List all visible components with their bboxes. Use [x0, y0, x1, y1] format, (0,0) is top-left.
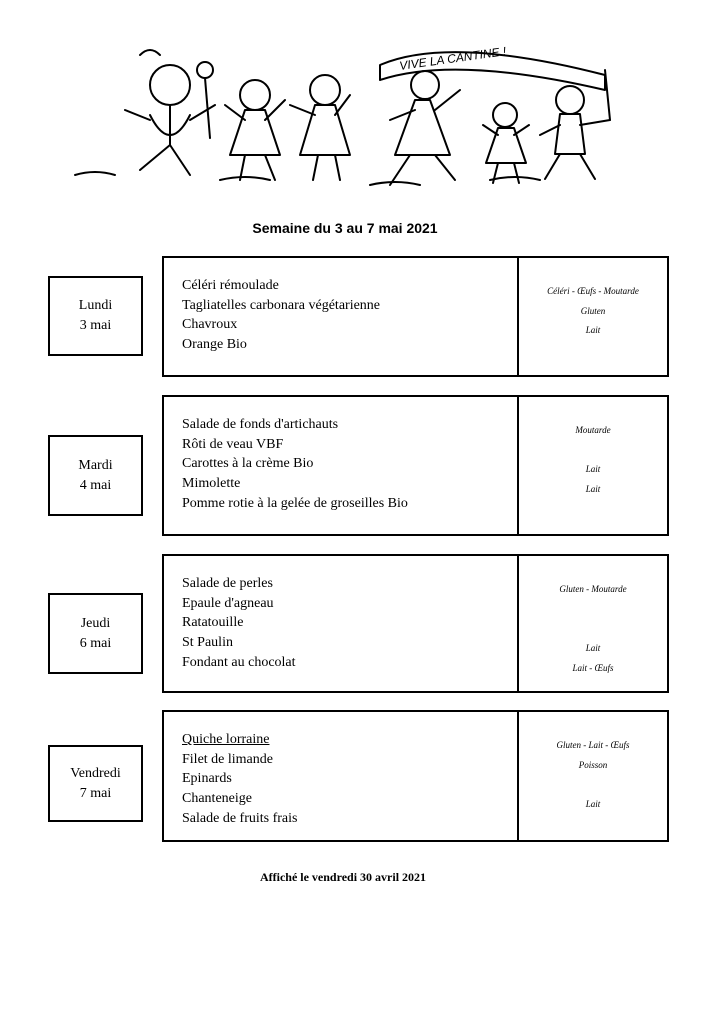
menu-box-jeudi [162, 554, 669, 693]
day-box-vendredi [48, 745, 143, 822]
dish: Filet de limande [182, 751, 273, 767]
day-date: 6 mai [79, 635, 112, 651]
day-date: 4 mai [79, 477, 112, 493]
dish-list [182, 415, 408, 514]
allergen [519, 500, 667, 520]
day-name: Lundi [78, 298, 113, 313]
day-name: Mardi [78, 457, 113, 473]
dish: Ratatouille [182, 615, 244, 631]
allergen-list [519, 580, 667, 678]
dish: Fondant au chocolat [182, 654, 296, 670]
banner-text: VIVE LA CANTINE ! [398, 44, 507, 73]
allergen: Lait [585, 464, 601, 475]
day-date: 3 mai [79, 318, 112, 333]
dish: Epaule d'agneau [182, 595, 274, 611]
allergen: Gluten - Moutarde [559, 584, 627, 594]
day-box-lundi [48, 276, 143, 356]
day-box-mardi [48, 435, 143, 516]
dish: Salade de fruits frais [182, 810, 298, 826]
day-name: Jeudi [80, 615, 111, 631]
dish: Tagliatelles carbonara végétarienne [182, 297, 381, 313]
allergen: Lait [585, 643, 601, 654]
allergen: Gluten - Lait - Œufs [556, 740, 630, 750]
dish: Céléri rémoulade [182, 278, 279, 293]
menu-box-lundi [162, 256, 669, 377]
day-date: 7 mai [79, 785, 112, 801]
allergen: Lait [585, 799, 601, 810]
dish: St Paulin [182, 635, 233, 651]
cantine-illustration [70, 40, 640, 200]
allergen [519, 815, 667, 835]
allergen-list [519, 736, 667, 834]
allergen [519, 775, 667, 795]
dish: Salade de fonds d'artichauts [182, 417, 339, 432]
dish: Epinards [182, 771, 232, 787]
dish-list [182, 276, 380, 355]
dish: Pomme rotie à la gelée de groseilles Bio [182, 495, 408, 511]
allergen: Poisson [578, 759, 608, 770]
allergen: Gluten [580, 305, 606, 316]
dish: Carottes à la crème Bio [182, 456, 314, 472]
week-title: Semaine du 3 au 7 mai 2021 [252, 220, 438, 236]
allergen [519, 341, 667, 361]
dish: Chavroux [182, 317, 238, 333]
allergen: Lait - Œufs [572, 662, 614, 673]
menu-box-vendredi [162, 710, 669, 842]
day-name: Vendredi [70, 765, 121, 781]
dish: Quiche lorraine [182, 732, 270, 747]
menu-box-mardi [162, 395, 669, 536]
dish: Salade de perles [182, 576, 273, 591]
dish: Mimolette [182, 476, 241, 492]
allergen-list [519, 421, 667, 519]
dish: Chanteneige [182, 791, 252, 807]
allergen-list [519, 282, 667, 361]
allergen: Lait [585, 484, 601, 495]
allergen: Lait [585, 325, 601, 336]
dish-list [182, 574, 296, 673]
allergen: Moutarde [575, 425, 611, 435]
allergen: Céléri - Œufs - Moutarde [547, 286, 639, 296]
allergen [519, 619, 667, 639]
day-box-jeudi [48, 593, 143, 674]
posted-date: Affiché le vendredi 30 avril 2021 [259, 870, 427, 884]
allergen [519, 441, 667, 461]
dish: Rôti de veau VBF [182, 436, 284, 452]
allergen [519, 600, 667, 620]
dish: Orange Bio [182, 337, 247, 353]
dish-list [182, 730, 297, 829]
